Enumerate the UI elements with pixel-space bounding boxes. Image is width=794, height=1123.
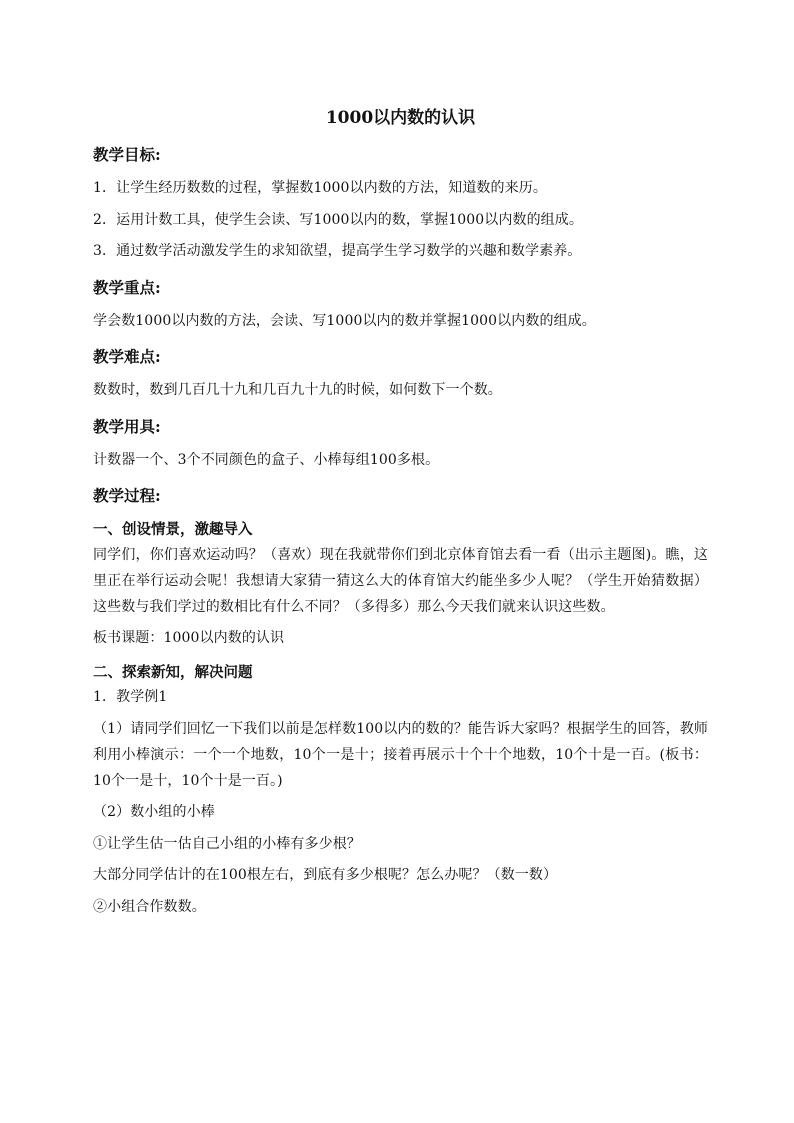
- tools-heading: 教学用具:: [93, 416, 161, 436]
- key-points-section: [93, 309, 708, 335]
- difficulties-heading: 教学难点:: [93, 347, 161, 366]
- part2-question2: ②小组合作数数。: [93, 898, 206, 915]
- difficulties-section: [93, 378, 708, 404]
- document-title: 1000以内数的认识: [325, 108, 476, 128]
- part1-heading: 一、创设情景，激趣导入: [93, 521, 253, 538]
- tools-section: [93, 448, 708, 474]
- process-heading: 教学过程:: [93, 486, 161, 505]
- part1-text: 同学们，你们喜欢运动吗？（喜欢）现在我就带你们到北京体育馆去看一看（出示主题图)。瞧，这里正在举行运动会呢！我想请大家猜一猜这么大的体育馆大约能坐多少人呢？（学生开始猜数据）这些数与我们学过的数相比有什么不同？（多得多）那么今天我们就来认识这些数。: [93, 547, 708, 615]
- objectives-list: [93, 176, 708, 265]
- part2-question1-answer: 大部分同学估计的在100根左右，到底有多少根呢？怎么办呢？（数一数）: [93, 867, 558, 883]
- part2-step2: （2）数小组的小棒: [93, 804, 215, 820]
- part2-question1: ①让学生估一估自己小组的小棒有多少根？: [93, 835, 361, 852]
- part2-step1: （1）请同学们回忆一下我们以前是怎样数100以内的数的？能告诉大家吗？根据学生的回答，教师利用小棒演示：一个一个地数，10个一是十；接着再展示十个十个地数，10个十是一百。(板书：10个一是十，10个十是一百。): [93, 721, 708, 789]
- key-points-text: 学会数1000以内数的方法，会读、写1000以内的数并掌握1000以内数的组成。: [93, 312, 596, 329]
- objective-item-3: 3．通过数学活动激发学生的求知欲望，提高学生学习数学的兴趣和数学素养。: [93, 243, 582, 259]
- part1-board-text: 板书课题：1000以内数的认识: [93, 630, 285, 646]
- part2-example: 1．教学例1: [93, 688, 168, 705]
- key-points-heading: 教学重点:: [93, 277, 161, 297]
- part2-heading: 二、探索新知，解决问题: [93, 663, 253, 681]
- objectives-heading: 教学目标:: [93, 145, 161, 164]
- objective-item-2: 2．运用计数工具，使学生会读、写1000以内的数，掌握1000以内数的组成。: [93, 211, 583, 228]
- document-page: [93, 104, 708, 920]
- objective-item-1: 1．让学生经历数数的过程，掌握数1000以内数的方法，知道数的来历。: [93, 180, 547, 196]
- difficulties-text: 数数时，数到几百几十九和几百九十九的时候，如何数下一个数。: [93, 382, 502, 398]
- tools-text: 计数器一个、3个不同颜色的盒子、小棒每组100多根。: [93, 451, 440, 468]
